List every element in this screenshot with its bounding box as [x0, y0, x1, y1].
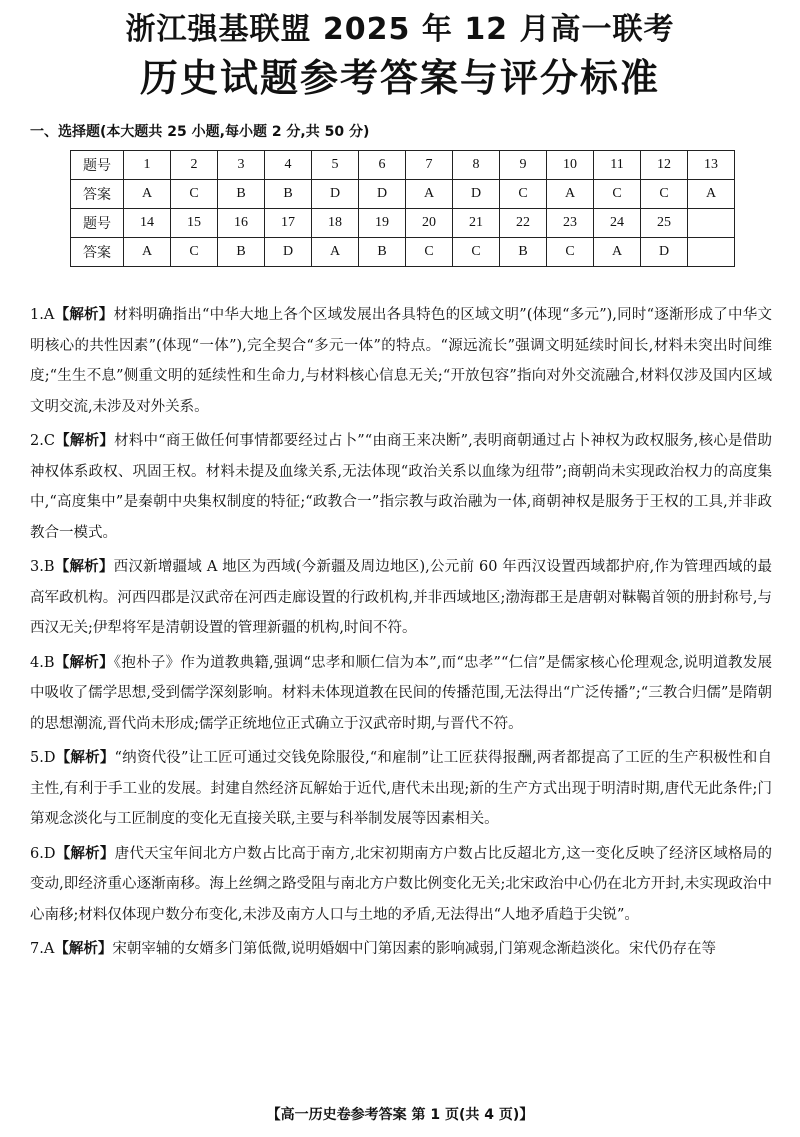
- explanation-text: 材料中“商王做任何事情都要经过占卜”“由商王来决断”,表明商朝通过占卜神权为政权服务,核心是借助神权体系政权、巩固王权。材料未提及血缘关系,无法体现“政治关系以血缘为纽带”;商朝尚未实现政治权力的高度集中,“高度集中”是秦朝中央集权制度的特征;“政教合一”指宗教与政治融为一体,商朝神权是服务于王权的工具,并非政教合一模式。: [30, 433, 772, 541]
- explanation-tag: 【解析】: [54, 307, 114, 323]
- table-cell: 25: [641, 209, 688, 238]
- table-cell: 12: [641, 151, 688, 180]
- table-cell: D: [265, 238, 312, 267]
- table-cell: [688, 209, 735, 238]
- table-cell: 2: [171, 151, 218, 180]
- table-cell: D: [359, 180, 406, 209]
- table-cell: C: [641, 180, 688, 209]
- explanation-tag: 【解析】: [54, 559, 114, 575]
- table-cell: 5: [312, 151, 359, 180]
- table-cell: D: [312, 180, 359, 209]
- table-cell: C: [453, 238, 500, 267]
- explanation-item: [30, 839, 772, 931]
- table-cell: 6: [359, 151, 406, 180]
- table-cell: 13: [688, 151, 735, 180]
- table-cell: B: [265, 180, 312, 209]
- explanation-item: [30, 648, 772, 740]
- answer-table: [70, 150, 735, 267]
- table-cell: B: [500, 238, 547, 267]
- explanation-text: “纳资代役”让工匠可通过交钱免除服役,“和雇制”让工匠获得报酬,两者都提高了工匠的生产积极性和自主性,有利于手工业的发展。封建自然经济瓦解始于近代,唐代未出现;新的生产方式出现于明清时期,唐代无此条件;门第观念淡化与工匠制度的变化无直接关联,主要与科举制发展等因素相关。: [30, 750, 772, 827]
- table-cell: A: [406, 180, 453, 209]
- explanation-tag: 【解析】: [55, 750, 115, 766]
- explanation-number: 7.: [30, 941, 44, 957]
- table-cell: A: [688, 180, 735, 209]
- explanation-item: [30, 934, 772, 965]
- table-cell: B: [218, 180, 265, 209]
- explanation-number: 1.: [30, 307, 44, 323]
- row-label: 答案: [71, 180, 124, 209]
- explanation-item: [30, 552, 772, 644]
- table-cell: 23: [547, 209, 594, 238]
- table-cell: 7: [406, 151, 453, 180]
- row-label: 题号: [71, 151, 124, 180]
- table-cell: D: [453, 180, 500, 209]
- explanation-tag: 【解析】: [55, 845, 115, 862]
- table-row: [71, 209, 735, 238]
- table-cell: 3: [218, 151, 265, 180]
- document-title-line1: 浙江强基联盟 2025 年 12 月高一联考: [125, 12, 675, 47]
- explanation-tag: 【解析】: [54, 654, 114, 671]
- table-row: [71, 180, 735, 209]
- explanation-text: 材料明确指出“中华大地上各个区域发展出各具特色的区域文明”(体现“多元”),同时“逐渐形成了中华文明核心的共性因素”(体现“一体”),完全契合“多元一体”的特点。“源远流长”强调文明延续时间长,材料未突出时间维度;“生生不息”侧重文明的延续性和生命力,与材料核心信息无关;“开放包容”指向对外交流融合,材料仅涉及国内区域文明交流,未涉及对外关系。: [30, 307, 772, 415]
- table-cell: D: [641, 238, 688, 267]
- table-cell: A: [124, 238, 171, 267]
- explanation-number: 6.: [30, 845, 44, 862]
- table-row: [71, 238, 735, 267]
- table-cell: C: [406, 238, 453, 267]
- table-cell: A: [312, 238, 359, 267]
- explanation-tag: 【解析】: [54, 433, 115, 449]
- explanation-number: 2.: [30, 433, 44, 449]
- table-cell: A: [594, 238, 641, 267]
- table-cell: 18: [312, 209, 359, 238]
- table-cell: C: [547, 238, 594, 267]
- explanation-text: 西汉新增疆域 A 地区为西域(今新疆及周边地区),公元前 60 年西汉设置西域都护府,作为管理西域的最高军政机构。河西四郡是汉武帝在河西走廊设置的行政机构,并非西域地区;渤海郡王是唐朝对靺鞨首领的册封称号,与西汉无关;伊犁将军是清朝设置的管理新疆的机构,时间不符。: [30, 559, 772, 636]
- explanation-answer: B: [43, 654, 55, 671]
- table-cell: C: [171, 180, 218, 209]
- explanations-list: [30, 300, 772, 969]
- explanation-answer: D: [43, 750, 56, 766]
- table-cell: C: [171, 238, 218, 267]
- page-footer: 【高一历史卷参考答案 第 1 页(共 4 页)】: [266, 1107, 534, 1123]
- table-cell: 4: [265, 151, 312, 180]
- section-heading: 一、选择题(本大题共 25 小题,每小题 2 分,共 50 分): [30, 124, 370, 140]
- explanation-text: 唐代天宝年间北方户数占比高于南方,北宋初期南方户数占比反超北方,这一变化反映了经济区域格局的变动,即经济重心逐渐南移。海上丝绸之路受阻与南北方户数比例变化无关;北宋政治中心仍在北方开封,未实现政治中心南移;材料仅体现户数分布变化,未涉及南方人口与土地的矛盾,无法得出“人地矛盾趋于尖锐”。: [30, 845, 773, 923]
- document-title-line2: 历史试题参考答案与评分标准: [139, 56, 660, 100]
- explanation-text: 《抱朴子》作为道教典籍,强调“忠孝和顺仁信为本”,而“忠孝”“仁信”是儒家核心伦理观念,说明道教发展中吸收了儒学思想,受到儒学深刻影响。材料未体现道教在民间的传播范围,无法得出“广泛传播”;“三教合归儒”是隋朝的思想潮流,晋代尚未形成;儒学正统地位正式确立于汉武帝时期,与晋代不符。: [30, 654, 772, 732]
- explanation-number: 5.: [30, 750, 44, 766]
- table-cell: 14: [124, 209, 171, 238]
- explanation-item: [30, 743, 772, 835]
- table-cell: 15: [171, 209, 218, 238]
- table-cell: 10: [547, 151, 594, 180]
- explanation-tag: 【解析】: [54, 941, 113, 957]
- explanation-answer: D: [43, 845, 56, 862]
- table-cell: 17: [265, 209, 312, 238]
- table-cell: B: [359, 238, 406, 267]
- table-cell: 20: [406, 209, 453, 238]
- explanation-text: 宋朝宰辅的女婿多门第低微,说明婚姻中门第因素的影响减弱,门第观念渐趋淡化。宋代仍存在等: [112, 941, 717, 957]
- table-cell: 1: [124, 151, 171, 180]
- table-cell: 21: [453, 209, 500, 238]
- table-cell: 24: [594, 209, 641, 238]
- table-cell: [688, 238, 735, 267]
- table-cell: A: [547, 180, 594, 209]
- table-cell: C: [500, 180, 547, 209]
- table-cell: B: [218, 238, 265, 267]
- table-cell: 11: [594, 151, 641, 180]
- table-cell: 22: [500, 209, 547, 238]
- explanation-number: 4.: [30, 654, 44, 671]
- explanation-answer: A: [43, 307, 55, 323]
- row-label: 答案: [71, 238, 124, 267]
- table-cell: 16: [218, 209, 265, 238]
- explanation-answer: A: [43, 941, 55, 957]
- table-cell: 9: [500, 151, 547, 180]
- table-cell: 8: [453, 151, 500, 180]
- table-cell: C: [594, 180, 641, 209]
- explanation-answer: B: [43, 559, 55, 575]
- explanation-answer: C: [43, 433, 55, 449]
- explanation-number: 3.: [30, 559, 44, 575]
- explanation-item: [30, 300, 772, 422]
- row-label: 题号: [71, 209, 124, 238]
- table-row: [71, 151, 735, 180]
- table-cell: A: [124, 180, 171, 209]
- explanation-item: [30, 426, 772, 548]
- table-cell: 19: [359, 209, 406, 238]
